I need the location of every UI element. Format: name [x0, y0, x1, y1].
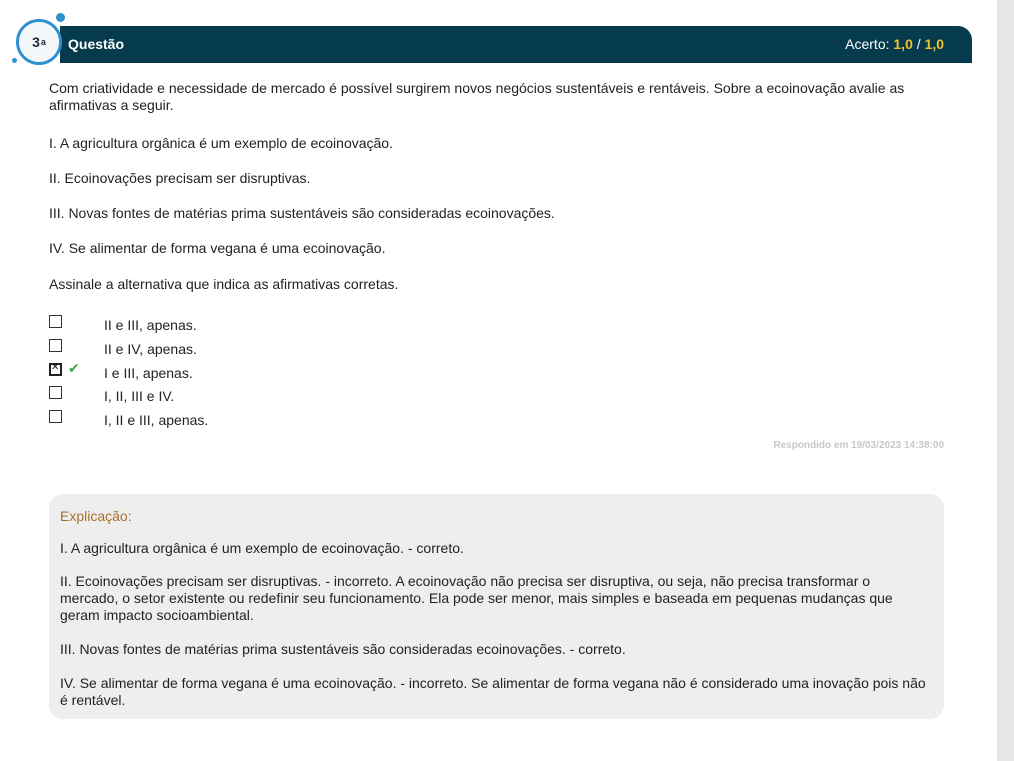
score-max: 1,0	[924, 36, 944, 52]
option-item[interactable]	[49, 386, 349, 406]
option-label: II e IV, apenas.	[104, 341, 197, 357]
option-checkbox-checked[interactable]	[49, 363, 62, 376]
question-header	[60, 26, 972, 63]
option-item[interactable]	[49, 410, 349, 430]
question-prompt: Assinale a alternativa que indica as afirmativas corretas.	[49, 276, 399, 292]
option-label: I, II e III, apenas.	[104, 412, 209, 428]
option-label: II e III, apenas.	[104, 317, 197, 333]
statement: III. Novas fontes de matérias prima sustentáveis são consideradas ecoinovações.	[49, 205, 555, 221]
option-item[interactable]	[49, 360, 349, 383]
score-separator: /	[912, 36, 925, 52]
option-item[interactable]	[49, 315, 349, 335]
statement: I. A agricultura orgânica é um exemplo de ecoinovação.	[49, 135, 393, 151]
option-item[interactable]	[49, 339, 349, 359]
correct-check-icon: ✔	[68, 360, 80, 376]
option-checkbox[interactable]	[49, 386, 62, 399]
option-checkbox[interactable]	[49, 339, 62, 352]
explanation-line: II. Ecoinovações precisam ser disruptivas. - incorreto. A ecoinovação não precisa ser disruptiva, ou seja, não precisa transformar o mercado, o setor existente ou redefinir seu funcionamento. Ela pode ser menor, mais simples e baseada em pequenas mudanças que geram impacto socioambiental.	[60, 573, 893, 623]
question-title: Questão	[68, 36, 125, 52]
option-label: I e III, apenas.	[104, 365, 193, 381]
badge-decor-dot	[56, 13, 65, 22]
option-checkbox[interactable]	[49, 410, 62, 423]
explanation-line: IV. Se alimentar de forma vegana é uma ecoinovação. - incorreto. Se alimentar de forma vegana não é considerado uma inovação pois não é rentável.	[60, 675, 926, 708]
badge-decor-dot	[12, 58, 17, 63]
question-number: 3 a	[19, 22, 59, 62]
side-scroll-strip	[997, 0, 1014, 761]
explanation-title: Explicação:	[60, 508, 132, 524]
answered-timestamp: Respondido em 19/03/2023 14:38:00	[773, 440, 944, 451]
option-checkbox[interactable]	[49, 315, 62, 328]
question-intro: Com criatividade e necessidade de mercado é possível surgirem novos negócios sustentáveis e rentáveis. Sobre a ecoinovação avalie as afirmativas a seguir.	[49, 80, 905, 113]
question-number-badge	[16, 19, 62, 65]
score-label: Acerto:	[845, 36, 890, 52]
option-label: I, II, III e IV.	[104, 388, 175, 404]
statement: IV. Se alimentar de forma vegana é uma ecoinovação.	[49, 240, 386, 256]
score-value: 1,0	[893, 36, 913, 52]
explanation-line: III. Novas fontes de matérias prima sustentáveis são consideradas ecoinovações. - correto.	[60, 641, 626, 657]
statement: II. Ecoinovações precisam ser disruptivas.	[49, 170, 311, 186]
explanation-line: I. A agricultura orgânica é um exemplo de ecoinovação. - correto.	[60, 540, 464, 556]
explanation-box	[49, 494, 944, 719]
score-display	[845, 36, 944, 52]
